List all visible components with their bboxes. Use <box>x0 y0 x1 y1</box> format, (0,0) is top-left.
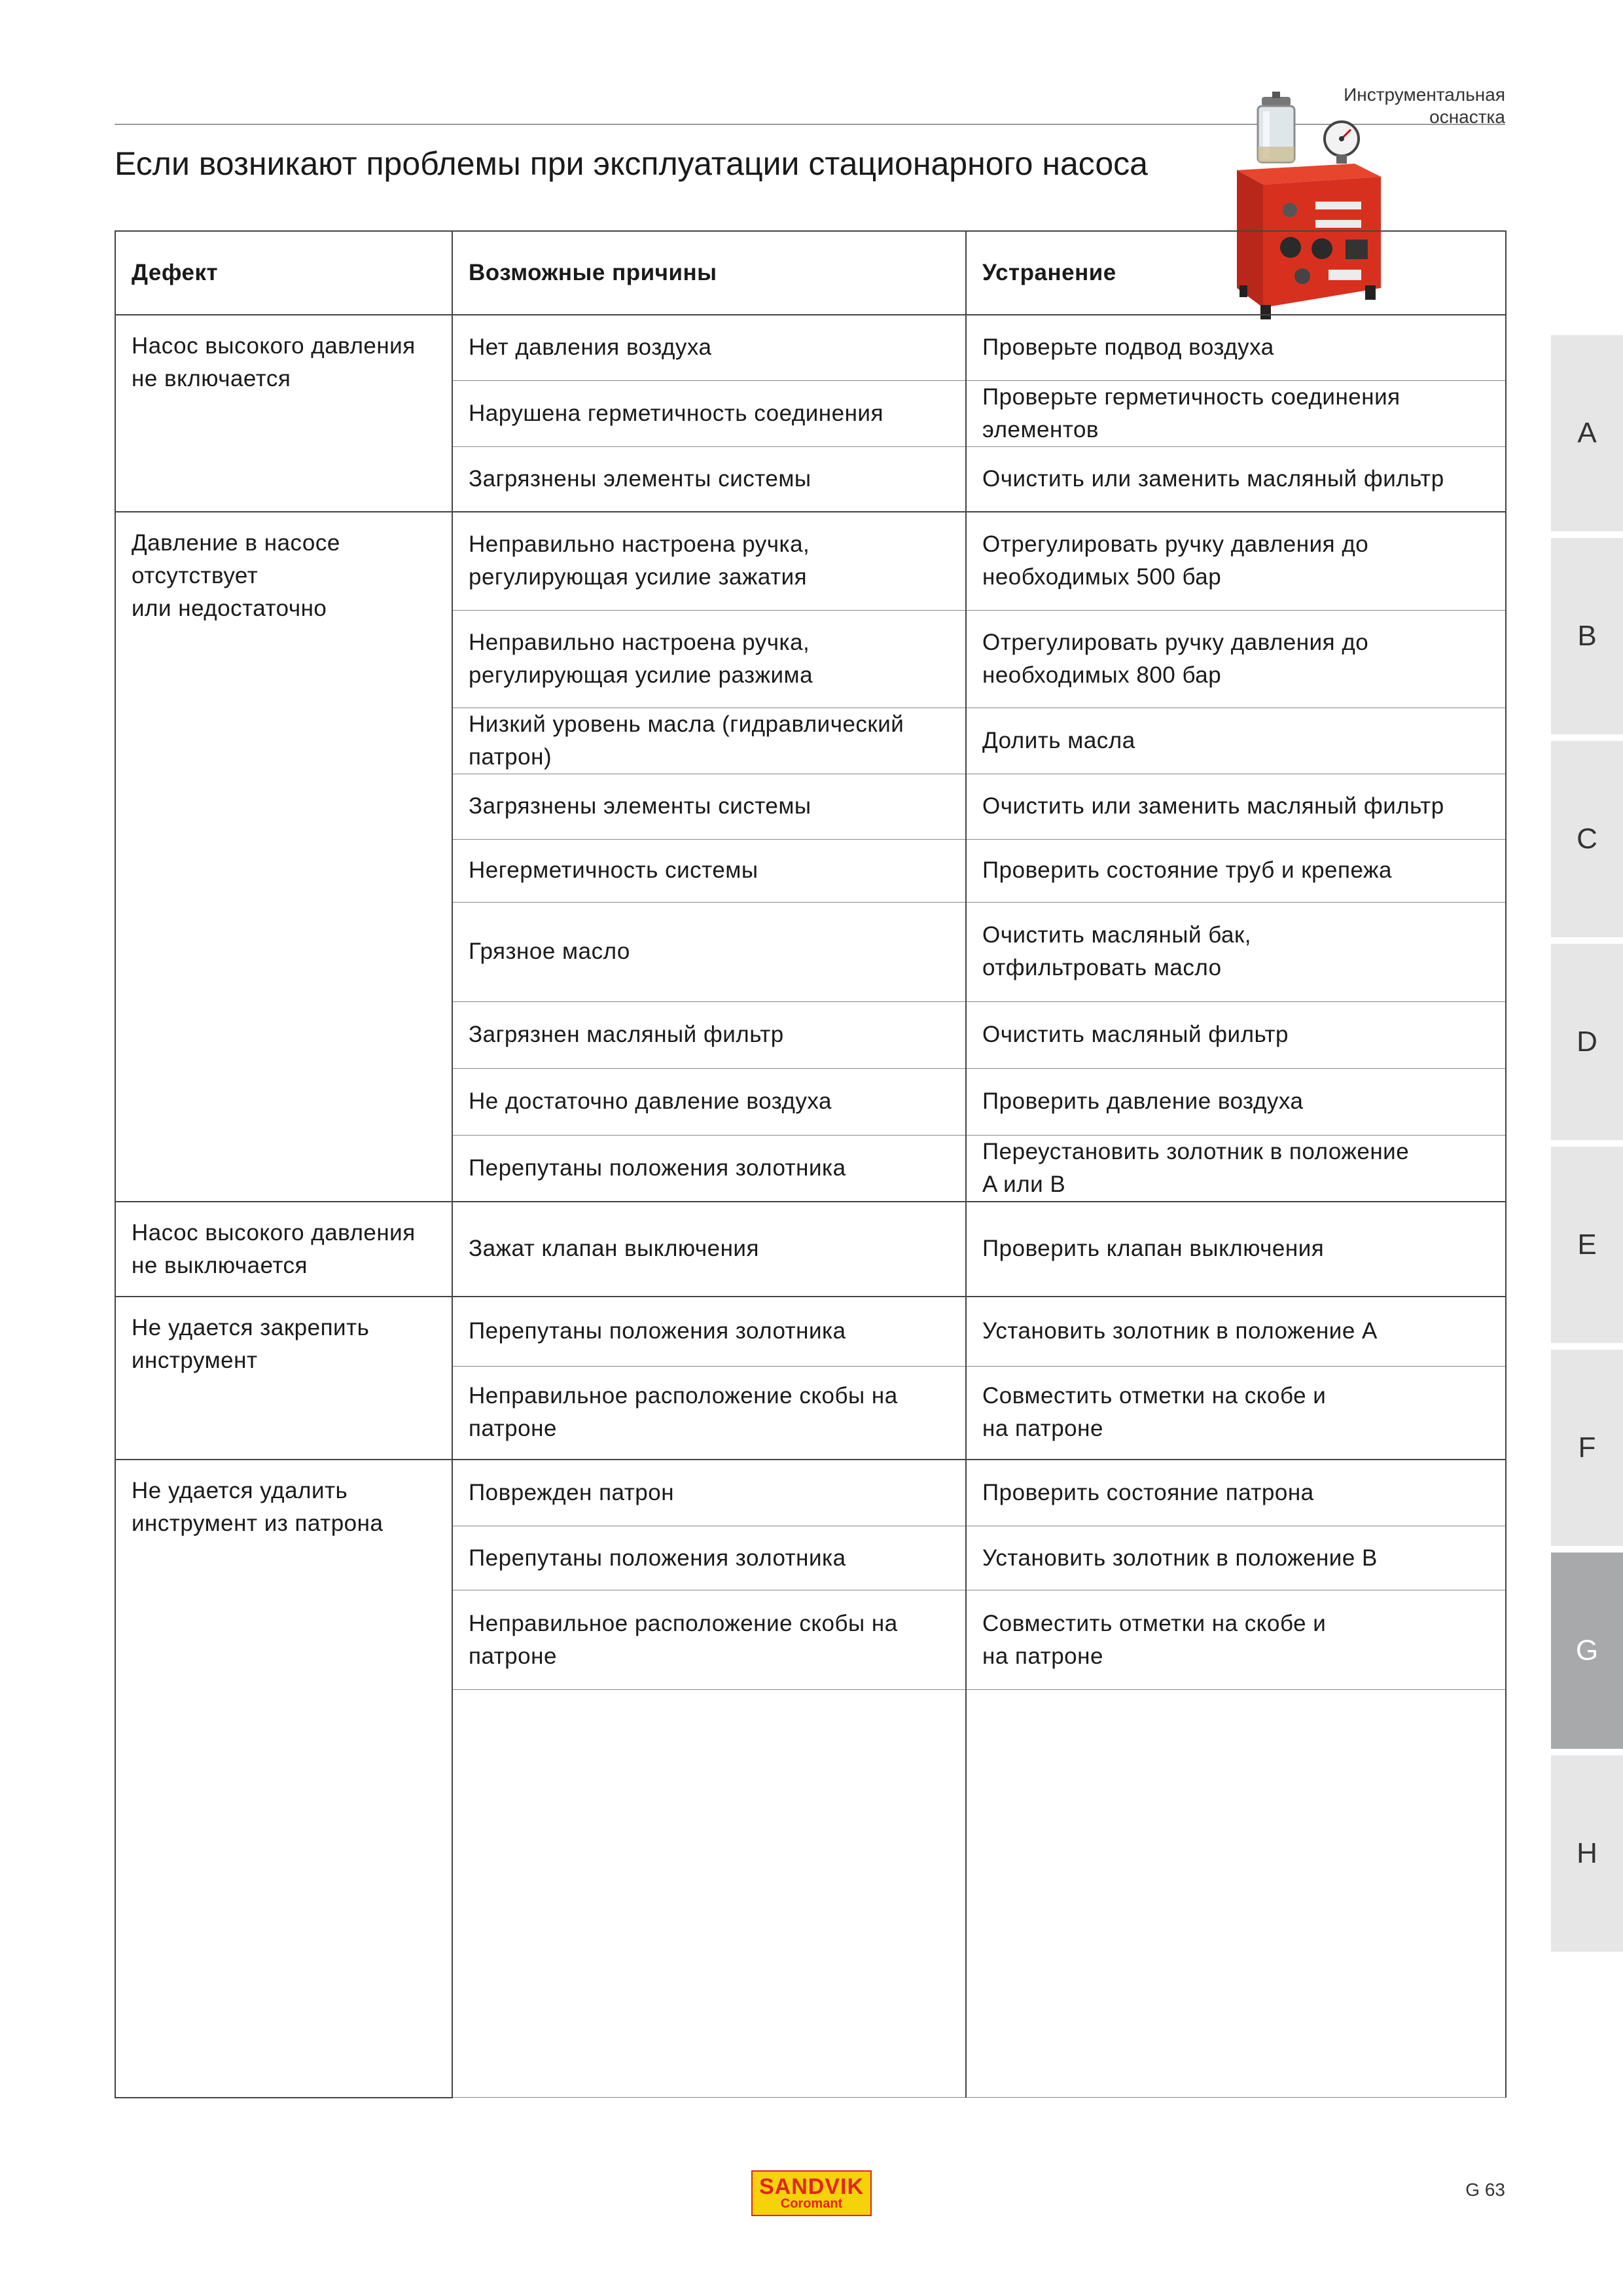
empty-cell <box>966 1690 1506 2098</box>
cause-cell: Перепутаны положения золотника <box>452 1297 966 1367</box>
tab-f[interactable]: F <box>1551 1350 1623 1546</box>
fix-cell: Проверить состояние труб и крепежа <box>966 839 1506 902</box>
column-header-causes: Возможные причины <box>452 231 966 315</box>
tab-e[interactable]: E <box>1551 1147 1623 1343</box>
cause-cell: Нарушена герметичность соединения <box>452 380 966 446</box>
empty-cell <box>452 1690 966 2098</box>
cause-cell: Неправильно настроена ручка, регулирующая усилие разжима <box>452 610 966 708</box>
cause-cell: Неправильное расположение скобы на патроне <box>452 1367 966 1460</box>
cause-cell: Низкий уровень масла (гидравлический патрон) <box>452 708 966 774</box>
fix-cell: Долить масла <box>966 708 1506 774</box>
fix-cell: Совместить отметки на скобе и на патроне <box>966 1367 1506 1460</box>
fix-cell: Очистить или заменить масляный фильтр <box>966 774 1506 839</box>
fix-cell: Переустановить золотник в положение A или B <box>966 1135 1506 1202</box>
column-header-defect: Дефект <box>115 231 452 315</box>
defect-cell: Насос высокого давления не выключается <box>115 1202 452 1297</box>
fix-cell: Проверить клапан выключения <box>966 1202 1506 1297</box>
table-header-row <box>115 231 1506 315</box>
fix-cell: Отрегулировать ручку давления до необходимых 500 бар <box>966 512 1506 610</box>
defect-cell: Не удается закрепить инструмент <box>115 1297 452 1460</box>
fix-cell: Проверьте подвод воздуха <box>966 315 1506 380</box>
table-row <box>115 1297 1506 1367</box>
table-row <box>115 1202 1506 1297</box>
defect-cell: Не удается удалить инструмент из патрона <box>115 1460 452 2098</box>
logo-sub-text: Coromant <box>780 2197 843 2211</box>
fix-cell: Проверить давление воздуха <box>966 1068 1506 1135</box>
fix-cell: Установить золотник в положение A <box>966 1297 1506 1367</box>
column-header-remedy: Устранение <box>966 231 1506 315</box>
cause-cell: Загрязнен масляный фильтр <box>452 1001 966 1068</box>
section-title: Инструментальная оснастка <box>1344 84 1505 127</box>
troubleshooting-table <box>115 230 1507 2098</box>
tab-g[interactable]: G <box>1551 1552 1623 1749</box>
tab-h[interactable]: H <box>1551 1755 1623 1952</box>
cause-cell: Загрязнены элементы системы <box>452 446 966 512</box>
defect-cell: Насос высокого давления не включается <box>115 315 452 512</box>
cause-cell: Загрязнены элементы системы <box>452 774 966 839</box>
cause-cell: Грязное масло <box>452 902 966 1001</box>
table-row <box>115 1460 1506 1526</box>
fix-cell: Проверить состояние патрона <box>966 1460 1506 1526</box>
cause-cell: Негерметичность системы <box>452 839 966 902</box>
fix-cell: Проверьте герметичность соединения элементов <box>966 380 1506 446</box>
cause-cell: Неправильное расположение скобы на патроне <box>452 1590 966 1690</box>
cause-cell: Нет давления воздуха <box>452 315 966 380</box>
fix-cell: Отрегулировать ручку давления до необходимых 800 бар <box>966 610 1506 708</box>
section-tabs <box>1551 335 1623 1958</box>
cause-cell: Перепутаны положения золотника <box>452 1135 966 1202</box>
defect-cell: Давление в насосе отсутствует или недостаточно <box>115 512 452 1202</box>
tab-c[interactable]: C <box>1551 741 1623 937</box>
fix-cell: Очистить или заменить масляный фильтр <box>966 446 1506 512</box>
tab-d[interactable]: D <box>1551 944 1623 1140</box>
tab-a[interactable]: A <box>1551 335 1623 531</box>
table-row <box>115 512 1506 610</box>
page-title: Если возникают проблемы при эксплуатации стационарного насоса <box>115 145 1148 182</box>
cause-cell: Зажат клапан выключения <box>452 1202 966 1297</box>
cause-cell: Неправильно настроена ручка, регулирующая усилие зажатия <box>452 512 966 610</box>
fix-cell: Очистить масляный бак, отфильтровать масло <box>966 902 1506 1001</box>
tab-b[interactable]: B <box>1551 538 1623 734</box>
page-number: G 63 <box>1465 2179 1505 2200</box>
cause-cell: Не достаточно давление воздуха <box>452 1068 966 1135</box>
sandvik-logo <box>751 2170 872 2216</box>
cause-cell: Перепутаны положения золотника <box>452 1526 966 1590</box>
cause-cell: Поврежден патрон <box>452 1460 966 1526</box>
fix-cell: Установить золотник в положение B <box>966 1526 1506 1590</box>
fix-cell: Очистить масляный фильтр <box>966 1001 1506 1068</box>
table-row <box>115 315 1506 380</box>
logo-main-text: SANDVIK <box>758 2174 865 2199</box>
fix-cell: Совместить отметки на скобе и на патроне <box>966 1590 1506 1690</box>
